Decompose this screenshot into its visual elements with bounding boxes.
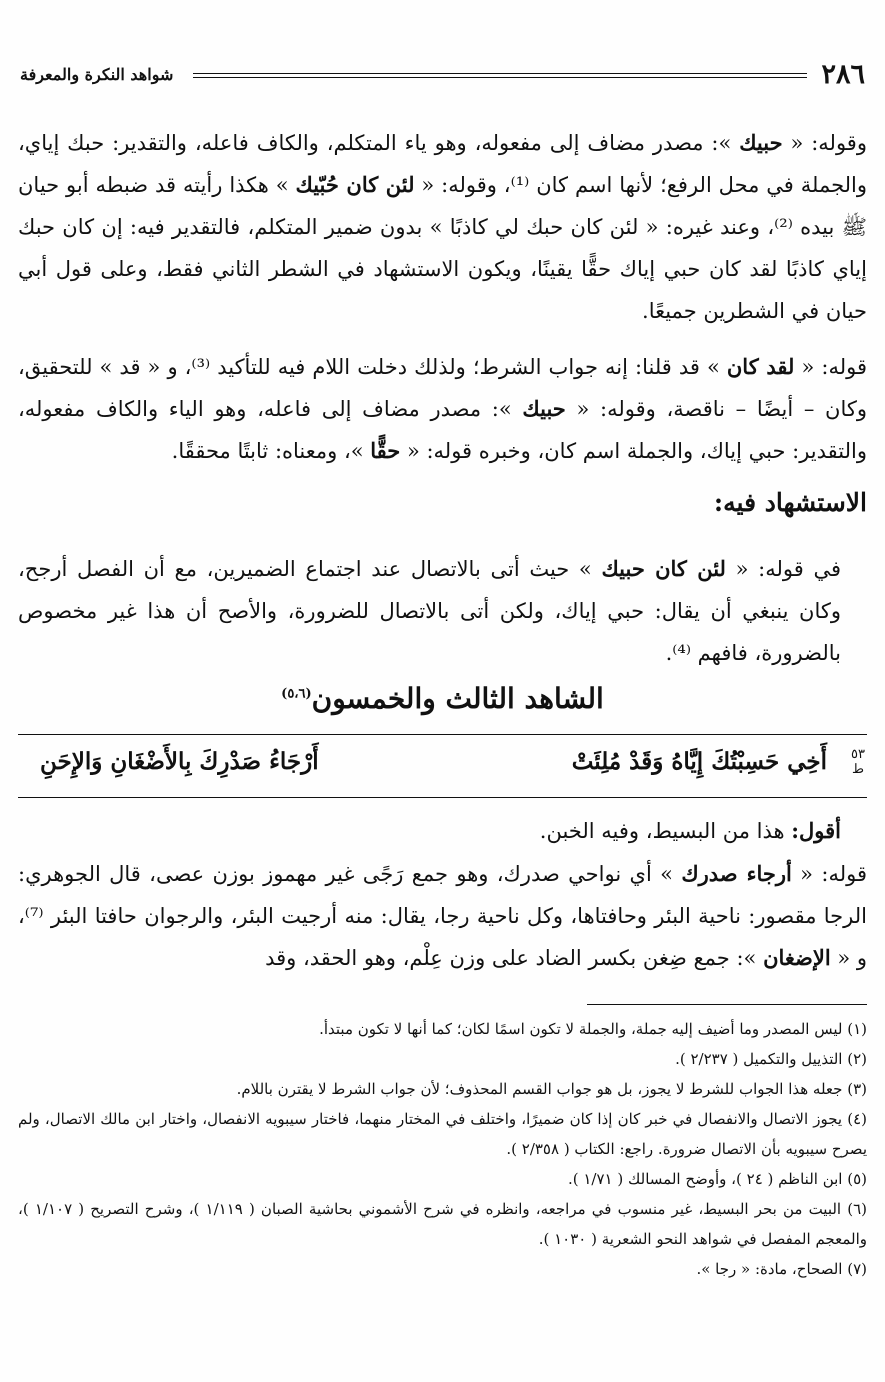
page-number: ٢٨٦: [821, 59, 865, 90]
footnote: (٤) يجوز الاتصال والانفصال في خبر كان إذا كان ضميرًا، واختلف في المختار منهما، فاختار سيبويه الانفصال، واختار ابن مالك الاتصال، ولم يصرح سيبويه بأن الاتصال ضرورة. راجع: الكتاب ( ٢/٣٥٨ ).: [18, 1110, 867, 1158]
paragraph-istishhad: في قوله: « لئن كان حبيك » حيث أتى بالاتصال عند اجتماع الضميرين، مع أن الفصل أرجح، وكان ينبغي أن يقال: حبي إياك، ولكن أتى بالاتصال للضرورة، والأصح أن هذا غير مخصوص بالضرورة، فافهم ⁽⁴⁾.: [18, 556, 841, 665]
verse-line: [18, 734, 867, 798]
footnote: (٣) جعله هذا الجواب للشرط لا يجوز، بل هو جواب القسم المحذوف؛ لأن جواب الشرط لا يقترن باللام.: [236, 1080, 867, 1098]
footnote: (٧) الصحاح، مادة: « رجا ».: [696, 1260, 867, 1278]
header-rule: [193, 73, 807, 78]
paragraph-aqul: أقول: هذا من البسيط، وفيه الخبن.: [539, 818, 841, 843]
footnote: (٥) ابن الناظم ( ٢٤ )، وأوضح المسالك ( ١/٧١ ).: [567, 1170, 867, 1188]
footnote: (٢) التذييل والتكميل ( ٢/٢٣٧ ).: [675, 1050, 867, 1068]
paragraph-arja: قوله: « أرجاء صدرك » أي نواحي صدرك، وهو جمع رَجًى غير مهموز بوزن عصى، قال الجوهري: الرجا مقصور: ناحية البئر وحافتاها، وكل ناحية رجا، يقال: منه أرجيت البئر، والرجوان حافتا البئر ⁽⁷⁾، و « الإضغان »: جمع ضِغن بكسر الضاد على وزن عِلْم، وهو الحقد، وقد: [18, 861, 867, 970]
verse-number: ٥٣ ط: [851, 747, 865, 777]
book-page: [18, 0, 867, 1382]
footnote-separator: [587, 1004, 867, 1005]
section-heading: الشاهد الثالث والخمسون$^{(٥،٦)}$: [281, 682, 604, 715]
footnotes: [18, 1014, 867, 1284]
verse-second-hemistich: أَرْجَاءُ صَدْرِكَ بِالأَضْغَانِ وَالإِحَنِ: [40, 748, 319, 775]
footnote: (١) ليس المصدر وما أضيف إليه جملة، والجملة لا تكون اسمًا لكان؛ كما أنها لا تكون مبتدأ.: [319, 1020, 867, 1038]
heading-footnote-ref: (٥،٦): [281, 686, 312, 702]
running-title: شواهد النكرة والمعرفة: [20, 65, 174, 84]
verse-first-hemistich: أَخِي حَسِبْتُكَ إِيَّاهُ وَقَدْ مُلِئَتْ: [571, 748, 827, 775]
footnote: (٦) البيت من بحر البسيط، غير منسوب في مراجعه، وانظره في شرح الأشموني بحاشية الصبان ( ١/١١٩ )، وشرح التصريح ( ١/١٠٧ )، والمعجم المفصل في شواهد النحو الشعرية ( ١٠٣٠ ).: [18, 1200, 868, 1248]
running-header: [18, 58, 867, 92]
paragraph-habbika: وقوله: « حبيك »: مصدر مضاف إلى مفعوله، وهو ياء المتكلم، والكاف فاعله، والتقدير: حبك إياي، والجملة في محل الرفع؛ لأنها اسم كان ⁽¹⁾، وقوله: « لئن كان حُبّيك » هكذا رأيته قد ضبطه أبو حيان ﷺ بيده ⁽²⁾، وعند غيره: « لئن كان حبك لي كاذبًا » بدون ضمير المتكلم، فالتقدير فيه: إن كان حبك إياي كاذبًا لقد كان حبي إياك حقًّا يقينًا، ويكون الاستشهاد في الشطر الثاني فقط، وعلى قول أبي حيان في الشطرين جميعًا.: [18, 130, 868, 323]
paragraph-laqad-kana: قوله: « لقد كان » قد قلنا: إنه جواب الشرط؛ ولذلك دخلت اللام فيه للتأكيد ⁽³⁾، و « قد » للتحقيق، وكان – أيضًا – ناقصة، وقوله: « حبيك »: مصدر مضاف إلى فاعله، وهو الياء والكاف مفعوله، والتقدير: حبي إياك، والجملة اسم كان، وخبره قوله: « حقًّا »، ومعناه: ثابتًا محققًا.: [18, 354, 867, 463]
subheading-istishhad: الاستشهاد فيه:: [713, 488, 867, 517]
